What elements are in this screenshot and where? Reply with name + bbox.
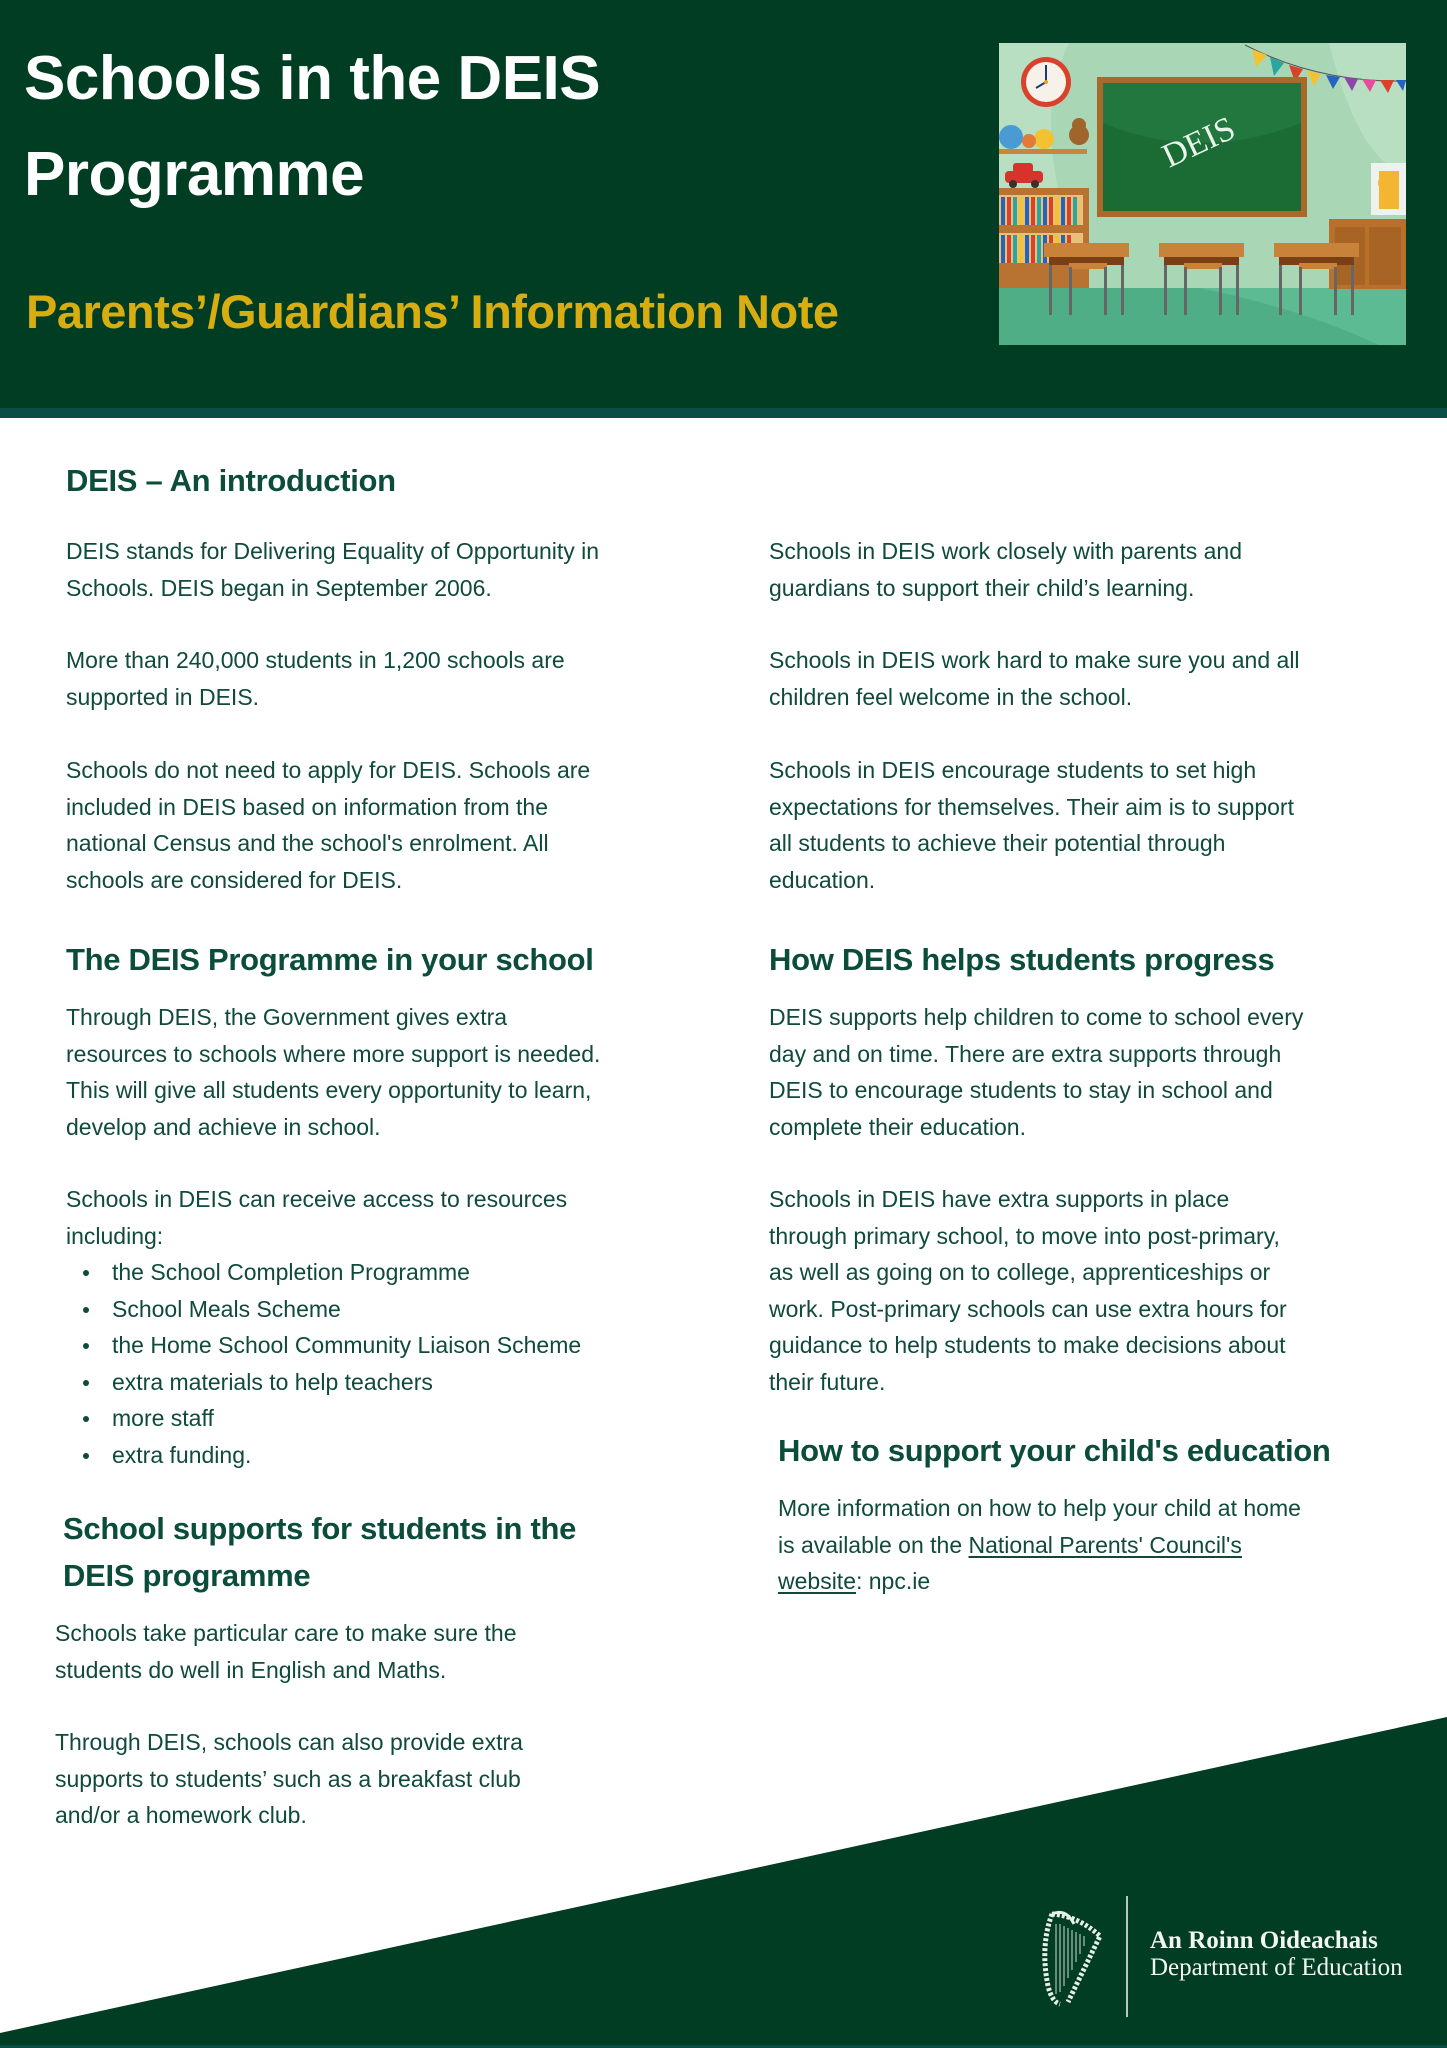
- paragraph-progress-1: [769, 999, 1303, 1145]
- text-fragment: is available on the: [778, 1531, 969, 1558]
- paragraph-support-child: [778, 1490, 1301, 1600]
- paragraph-right-1: [769, 533, 1242, 606]
- department-name-irish: An Roinn Oideachais: [1150, 1927, 1378, 1954]
- page-title-line-1: Schools in the DEIS: [24, 44, 601, 113]
- department-name-english: Department of Education: [1150, 1954, 1403, 1981]
- text-line: work. Post-primary schools can use extra hours for: [769, 1295, 1287, 1322]
- text-line: expectations for themselves. Their aim is to support: [769, 793, 1294, 820]
- list-item-text: extra funding.: [112, 1441, 252, 1468]
- classroom-illustration-icon: [999, 43, 1406, 345]
- page-subtitle: Parents’/Guardians’ Information Note: [26, 285, 839, 338]
- footer-diagonal-band: [0, 1700, 1447, 2048]
- paragraph-programme-1: [66, 999, 600, 1145]
- text-line: Schools take particular care to make sure the: [55, 1620, 517, 1646]
- list-item: [66, 1437, 581, 1474]
- text-line: Schools in DEIS can receive access to resources: [66, 1186, 568, 1212]
- list-item: [66, 1364, 581, 1401]
- paragraph-programme-2: [66, 1181, 567, 1254]
- text-line: DEIS to encourage students to stay in school and: [769, 1077, 1273, 1103]
- text-line: Schools in DEIS work hard to make sure you and all: [769, 647, 1300, 673]
- bullet-icon: [83, 1453, 89, 1459]
- text-line: supported in DEIS.: [66, 683, 260, 710]
- text-line: Schools in DEIS encourage students to set high: [769, 757, 1257, 783]
- text-line: More than 240,000 students in 1,200 schools are: [66, 647, 565, 673]
- clock-icon: [1021, 57, 1071, 107]
- text-line: included in DEIS based on information from the: [66, 793, 548, 820]
- text-line: Schools. DEIS began in September 2006.: [66, 574, 492, 601]
- text-line: and/or a homework club.: [55, 1802, 307, 1828]
- text-line: [778, 1563, 1301, 1600]
- logo-divider: [1126, 1896, 1128, 2017]
- chalkboard-text: DEIS: [1156, 109, 1241, 176]
- paragraph-right-3: [769, 752, 1294, 898]
- list-item: [66, 1400, 581, 1437]
- text-line: national Census and the school's enrolment. All: [66, 830, 549, 856]
- bullet-icon: [83, 1307, 89, 1313]
- paragraph-intro-2: [66, 642, 565, 715]
- text-line: Through DEIS, schools can also provide extra: [55, 1729, 523, 1755]
- list-item: [66, 1254, 581, 1291]
- heading-support-child-education: How to support your child's education: [778, 1433, 1331, 1468]
- header-divider: [0, 408, 1447, 418]
- list-item-text: the School Completion Programme: [112, 1259, 470, 1285]
- page-title-line-2: Programme: [24, 140, 365, 209]
- text-line: including:: [66, 1222, 164, 1249]
- text-line: as well as going on to college, apprenticeships or: [769, 1259, 1271, 1285]
- bullet-icon: [83, 1343, 89, 1349]
- text-line: complete their education.: [769, 1113, 1026, 1140]
- text-line: DEIS supports help children to come to school every: [769, 1004, 1304, 1030]
- text-line: through primary school, to move into post-primary,: [769, 1222, 1280, 1249]
- list-item-text: the Home School Community Liaison Scheme: [112, 1332, 582, 1358]
- text-line: DEIS stands for Delivering Equality of Opportunity in: [66, 538, 600, 564]
- text-line: their future.: [769, 1368, 886, 1395]
- bullet-icon: [83, 1416, 89, 1422]
- heading-how-deis-helps: How DEIS helps students progress: [769, 942, 1275, 977]
- npc-website-link[interactable]: National Parents' Council's: [968, 1531, 1242, 1558]
- npc-website-link-continued[interactable]: website: [778, 1568, 856, 1594]
- list-item-text: School Meals Scheme: [112, 1295, 341, 1322]
- heading-programme-in-your-school: The DEIS Programme in your school: [66, 942, 594, 977]
- text-line: education.: [769, 866, 876, 893]
- text-line: resources to schools where more support is needed.: [66, 1040, 601, 1067]
- text-line: guardians to support their child’s learning.: [769, 574, 1195, 601]
- heading-deis-introduction: DEIS – An introduction: [66, 463, 396, 498]
- list-item-text: extra materials to help teachers: [112, 1368, 433, 1395]
- text-line: More information on how to help your child at home: [778, 1495, 1301, 1521]
- heading-school-supports-line-2: DEIS programme: [63, 1558, 311, 1593]
- list-item: [66, 1327, 581, 1364]
- list-item-text: more staff: [112, 1405, 214, 1431]
- text-line: schools are considered for DEIS.: [66, 866, 403, 893]
- text-line: Schools in DEIS work closely with parents and: [769, 538, 1242, 564]
- paragraph-progress-2: [769, 1181, 1287, 1400]
- chalkboard: [1097, 77, 1307, 217]
- paragraph-intro-3: [66, 752, 590, 898]
- text-line: This will give all students every opportunity to learn,: [66, 1077, 592, 1103]
- text-line: develop and achieve in school.: [66, 1113, 381, 1140]
- bullet-icon: [83, 1380, 89, 1386]
- resources-list: [66, 1254, 581, 1473]
- text-line: Schools in DEIS have extra supports in place: [769, 1186, 1230, 1212]
- text-line: children feel welcome in the school.: [769, 683, 1133, 710]
- npc-url-text: : npc.ie: [855, 1568, 931, 1594]
- text-line: supports to students’ such as a breakfast club: [55, 1765, 521, 1792]
- paragraph-right-2: [769, 642, 1300, 715]
- harp-icon: [1038, 1906, 1108, 2010]
- text-line: Through DEIS, the Government gives extra: [66, 1004, 508, 1030]
- text-line: guidance to help students to make decisions about: [769, 1332, 1286, 1358]
- text-line: day and on time. There are extra supports through: [769, 1040, 1282, 1067]
- text-line: students do well in English and Maths.: [55, 1656, 447, 1683]
- text-line: Schools do not need to apply for DEIS. Schools are: [66, 757, 591, 783]
- text-line: [778, 1527, 1301, 1564]
- heading-school-supports-line-1: School supports for students in the: [63, 1511, 577, 1546]
- bullet-icon: [83, 1270, 89, 1276]
- paragraph-intro-1: [66, 533, 599, 606]
- paragraph-supports-1: [55, 1615, 517, 1688]
- text-line: all students to achieve their potential through: [769, 830, 1226, 856]
- list-item: [66, 1291, 581, 1328]
